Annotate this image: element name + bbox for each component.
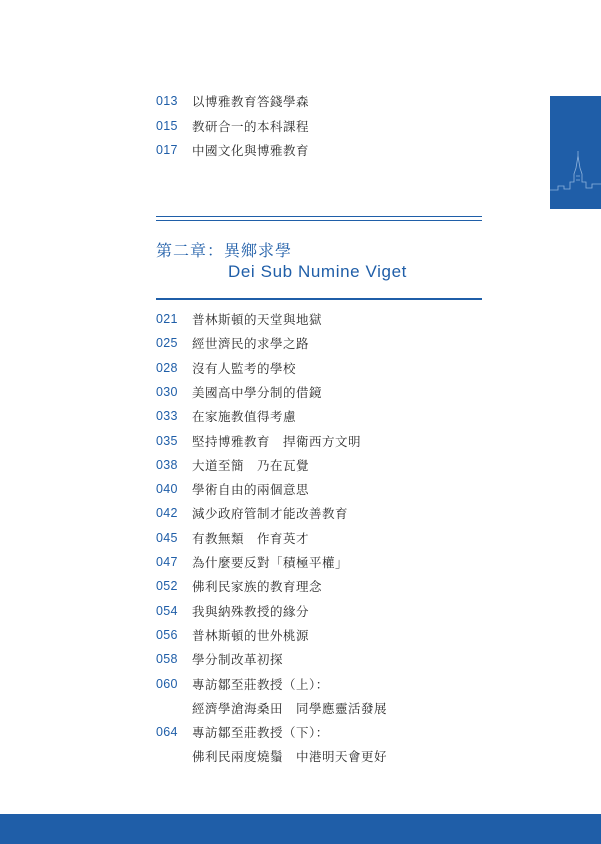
- toc-entry-title: 減少政府管制才能改善教育: [192, 506, 349, 522]
- toc-page-number: 047: [156, 555, 178, 569]
- toc-page-number: 045: [156, 530, 178, 545]
- toc-entry: [156, 407, 296, 425]
- toc-entry: [156, 675, 329, 693]
- toc-page-number: 030: [156, 384, 178, 399]
- footer-band: [0, 814, 601, 844]
- toc-page-number: 052: [156, 579, 178, 594]
- toc-page-number: 064: [156, 725, 178, 740]
- chapter-rule-bottom: [156, 298, 482, 300]
- toc-entry: [156, 480, 309, 498]
- toc-entry-title: 堅持博雅教育 捍衛西方文明: [192, 433, 362, 449]
- toc-page-number: 015: [156, 118, 178, 133]
- chapter-subtitle: Dei Sub Numine Viget: [228, 262, 407, 281]
- toc-page-number: 017: [156, 143, 178, 157]
- toc-entry: [156, 92, 309, 110]
- toc-entry-title: 專訪鄒至莊教授（上）：: [192, 676, 329, 692]
- toc-page-number: 040: [156, 482, 178, 497]
- toc-page-number: 025: [156, 336, 178, 351]
- toc-entry-title: 經世濟民的求學之路: [192, 336, 310, 352]
- toc-entry: [156, 359, 296, 377]
- chapter-title: 第二章：異鄉求學: [156, 241, 293, 260]
- toc-page-number: 035: [156, 433, 178, 448]
- toc-entry: [156, 602, 309, 620]
- toc-entry: [156, 626, 309, 644]
- toc-entry-title: 為什麼要反對「積極平權」: [192, 555, 349, 570]
- chapter-rule-top-2: [156, 220, 482, 221]
- toc-entry: [156, 334, 309, 352]
- toc-page-number: 054: [156, 603, 178, 618]
- toc-page-number: 058: [156, 652, 178, 667]
- toc-page-number: 056: [156, 627, 178, 642]
- toc-entry-title: 在家施教值得考慮: [192, 409, 297, 425]
- toc-entry-title: 有教無類 作育英才: [192, 530, 310, 546]
- toc-entry-title: 佛利民家族的教育理念: [192, 579, 323, 595]
- toc-entry-title: 學術自由的兩個意思: [192, 482, 310, 498]
- toc-entry: [156, 141, 309, 159]
- toc-page-number: 013: [156, 94, 178, 108]
- toc-entry: [156, 456, 309, 474]
- toc-entry: [156, 432, 361, 450]
- toc-entry: [156, 117, 309, 135]
- toc-entry-title: 以博雅教育答錢學森: [192, 94, 310, 109]
- toc-entry-title: 普林斯頓的天堂與地獄: [192, 312, 323, 327]
- toc-entry-title: 美國高中學分制的借鏡: [192, 384, 323, 400]
- church-spire-skyline-icon: [550, 96, 601, 209]
- toc-page-number: 033: [156, 409, 178, 424]
- toc-page-number: 028: [156, 360, 178, 375]
- toc-page-number: 042: [156, 506, 178, 521]
- toc-entry-continuation: 經濟學滄海桑田 同學應靈活發展: [192, 700, 388, 716]
- toc-page-number: 038: [156, 457, 178, 472]
- toc-entry: [156, 650, 283, 668]
- toc-entry: [156, 383, 322, 401]
- toc-page-number: 021: [156, 312, 178, 326]
- toc-entry: [156, 577, 322, 595]
- toc-entry: [156, 553, 348, 571]
- toc-entry: [156, 529, 309, 547]
- toc-entry: [156, 310, 322, 328]
- toc-entry-title: 專訪鄒至莊教授（下）：: [192, 725, 329, 741]
- toc-entry-title: 教研合一的本科課程: [192, 118, 310, 134]
- toc-entry-title: 中國文化與博雅教育: [192, 143, 310, 158]
- toc-entry-title: 沒有人監考的學校: [192, 360, 297, 376]
- toc-entry-title: 學分制改革初探: [192, 652, 284, 668]
- side-tab: [550, 96, 601, 209]
- toc-entry: [156, 723, 329, 741]
- chapter-rule-top-1: [156, 216, 482, 217]
- toc-entry-title: 普林斯頓的世外桃源: [192, 627, 310, 643]
- toc-entry: [156, 504, 348, 522]
- toc-entry-title: 大道至簡 乃在瓦覺: [192, 457, 310, 473]
- toc-page-number: 060: [156, 676, 178, 691]
- toc-entry-continuation: 佛利民兩度燒鬚 中港明天會更好: [192, 749, 388, 765]
- toc-entry-title: 我與納殊教授的緣分: [192, 603, 310, 619]
